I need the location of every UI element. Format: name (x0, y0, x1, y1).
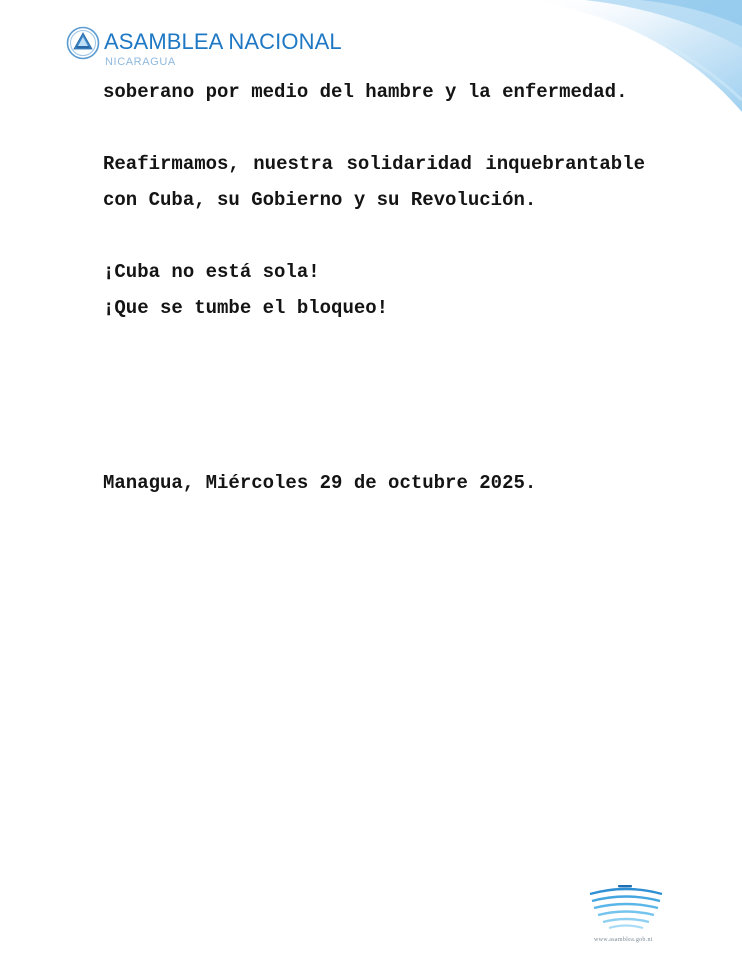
nicaragua-coat-of-arms-icon (66, 26, 100, 60)
footer-website-url: www.asamblea.gob.ni (594, 937, 653, 943)
organization-name: ASAMBLEA NACIONAL (104, 29, 342, 54)
asamblea-parliament-logo-icon (586, 884, 666, 932)
slogan-cuba-not-alone: ¡Cuba no está sola! (103, 261, 320, 283)
paragraph-closing-fragment: soberano por medio del hambre y la enfermedad. (103, 81, 628, 103)
document-date-line: Managua, Miércoles 29 de octubre 2025. (103, 472, 537, 494)
document-body (103, 74, 645, 326)
paragraph-spacer (103, 218, 645, 254)
organization-country: NICARAGUA (105, 56, 176, 68)
paragraph-spacer (103, 110, 645, 146)
slogan-end-blockade: ¡Que se tumbe el bloqueo! (103, 297, 389, 319)
paragraph-solidarity: Reafirmamos, nuestra solidaridad inquebrantable con Cuba, su Gobierno y su Revolución. (103, 153, 645, 211)
